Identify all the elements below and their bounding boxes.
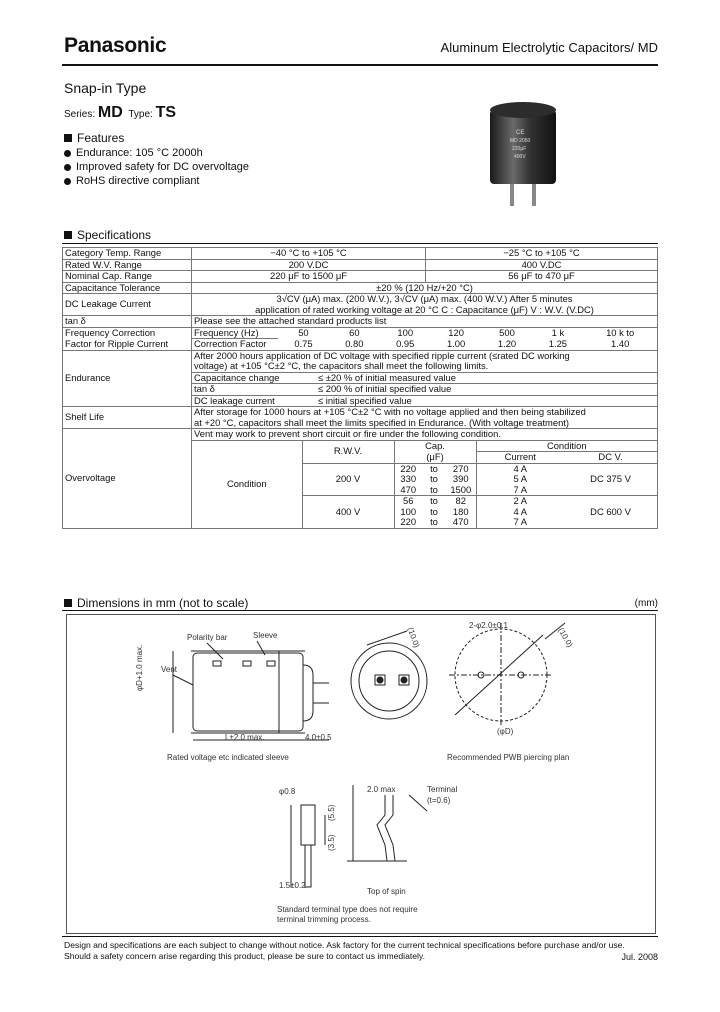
overvoltage-table: Condition R.W.V. Cap. Condition (μF) Current DC V. 200 V 220 to 270 4 A DC 375 V 330 to 390 5 A 470 to 1500 7 A 400 V 56 to 82 2 A DC 600 V 100 to 180 4 A 220 to 470 7 A <box>192 441 657 528</box>
table-row <box>63 282 658 294</box>
photo-marking: MD 2050 <box>510 138 531 144</box>
header-rule <box>62 64 658 66</box>
cell: 220 μF to 1500 μF <box>192 271 426 283</box>
dimensions-drawing-box <box>66 614 656 934</box>
series-value: MD <box>97 104 123 121</box>
ripple-table <box>192 328 657 350</box>
ripple-frequency: 50 <box>298 326 309 338</box>
bullet-dot-icon <box>64 178 71 185</box>
terminal-label: Terminal <box>427 785 458 794</box>
terminal-note: Standard terminal type does not require <box>277 905 418 914</box>
photo-marking: 220μF <box>512 146 527 152</box>
ripple-factor: 1.00 <box>446 337 466 349</box>
rwv-value: 400 V <box>302 496 394 528</box>
terminal-thickness-label: (t=0.6) <box>427 796 451 805</box>
rwv-value: 200 V <box>302 463 394 496</box>
ripple-frequency: 500 <box>499 326 515 338</box>
polarity-bar-label: Polarity bar <box>187 633 228 642</box>
feature-item: Improved safety for DC overvoltage <box>64 160 249 174</box>
brand-logo: Panasonic <box>64 34 167 57</box>
factor-label: Correction Factor <box>194 338 267 349</box>
term-h-label: (3.5) <box>327 834 336 851</box>
bullet-square-icon <box>64 134 72 142</box>
table-row <box>63 248 658 260</box>
document-title: Aluminum Electrolytic Capacitors/ MD <box>440 40 658 55</box>
holes-label: 2-φ2.0±0.1 <box>469 621 508 630</box>
capacitor-photo <box>488 100 558 210</box>
type-value: TS <box>155 104 177 121</box>
specifications-rule <box>62 243 658 244</box>
term-w-label: 1.5±0.2 <box>279 881 306 890</box>
cell <box>192 327 658 350</box>
row-label: DC Leakage Current <box>63 294 192 316</box>
sleeve-label: Sleeve <box>253 631 278 640</box>
term-len-label: (5.5) <box>327 804 336 821</box>
dcv-value: DC 600 V <box>590 505 631 517</box>
terminal-dia-label: φ0.8 <box>279 787 296 796</box>
footer-rule <box>62 936 658 937</box>
right-caption: Recommended PWB piercing plan <box>447 753 570 762</box>
ripple-factor: 0.95 <box>396 337 415 349</box>
ripple-frequency: 60 <box>349 326 360 338</box>
cell: Please see the attached standard products list <box>192 316 658 328</box>
footer-date: Jul. 2008 <box>621 952 658 962</box>
cell: 56 μF to 470 μF <box>425 271 657 283</box>
cell: ±20 % (120 Hz/+20 °C) <box>192 282 658 294</box>
dimensions-heading: Dimensions in mm (not to scale) <box>64 596 248 610</box>
pitch-label: (10.0) <box>556 626 575 649</box>
col-dcv: DC V. <box>564 452 657 464</box>
bullet-square-icon <box>64 231 72 239</box>
product-type-line: Snap-in Type <box>64 80 147 96</box>
specifications-heading: Specifications <box>64 228 151 242</box>
col-current: Current <box>476 452 564 464</box>
ripple-factor: 1.25 <box>548 337 568 349</box>
photo-marking: CE <box>516 130 525 136</box>
condition-label: Condition <box>192 441 302 528</box>
type-label: Type: <box>128 109 153 120</box>
ripple-frequency: 1 k <box>551 326 565 338</box>
ripple-frequency: 10 k to <box>606 326 635 338</box>
features-heading: Features <box>64 131 124 145</box>
feature-item: Endurance: 105 °C 2000h <box>64 146 249 160</box>
left-caption: Rated voltage etc indicated sleeve <box>167 753 289 762</box>
row-label: tan δ <box>63 316 192 328</box>
ripple-factor: 0.80 <box>345 337 364 349</box>
bullet-dot-icon <box>64 164 71 171</box>
series-label: Series: <box>64 109 96 120</box>
row-label: Rated W.V. Range <box>63 259 192 271</box>
vent-label: Vent <box>161 665 178 674</box>
table-row <box>63 350 658 407</box>
term-max-label: 2.0 max <box>367 785 396 794</box>
ripple-frequency: 100 <box>397 326 414 338</box>
length-label: L±2.0 max. <box>225 733 265 742</box>
cell: After storage for 1000 hours at +105 °C±2 °C with no voltage applied and then being stabilized at +20 °C, capacitors shall meet the limits specified in Endurance. (With voltage treatment) <box>192 407 658 429</box>
series-type-line <box>64 104 176 122</box>
ripple-frequency: 120 <box>448 326 464 338</box>
table-row <box>63 407 658 429</box>
cell: 200 V.DC <box>192 259 426 271</box>
col-rwv: R.W.V. <box>302 441 394 464</box>
table-row <box>63 271 658 283</box>
bullet-square-icon <box>64 599 72 607</box>
photo-marking: 400V <box>514 154 526 160</box>
lead-length-label: 4.0±0.5 <box>305 733 332 742</box>
col-condition: Condition <box>476 441 657 452</box>
dimension-drawings <box>67 615 655 933</box>
freq-label: Frequency (Hz) <box>192 328 278 339</box>
feature-item: RoHS directive compliant <box>64 174 249 188</box>
phi-d-label: (φD) <box>497 727 514 736</box>
col-cap: Cap. <box>394 441 476 452</box>
dimensions-unit: (mm) <box>634 598 658 609</box>
table-row <box>63 316 658 328</box>
row-label: Nominal Cap. Range <box>63 271 192 283</box>
diameter-label: φD+1.0 max. <box>135 644 144 691</box>
ripple-factor: 1.40 <box>611 337 630 349</box>
row-label: Endurance <box>63 350 192 407</box>
cell: 400 V.DC <box>425 259 657 271</box>
cell: −40 °C to +105 °C <box>192 248 426 260</box>
row-label: Frequency Correction Factor for Ripple Current <box>63 327 192 350</box>
table-row <box>63 429 658 529</box>
table-row <box>63 259 658 271</box>
endurance-limits: Capacitance change ≤ ±20 % of initial measured value tan δ ≤ 200 % of initial specified value DC leakage current ≤ initial specified value <box>192 372 657 407</box>
terminal-note: terminal trimming process. <box>277 915 371 924</box>
row-label: Capacitance Tolerance <box>63 282 192 294</box>
top-of-spin-label: Top of spin <box>367 887 406 896</box>
cell: Vent may work to prevent short circuit or fire under the following condition. Condition R.W.V. Cap. Condition (μF) Current DC V. 200 V 220 to 270 4 A DC 375 V 330 to 390 5 A 470 to 1500 7 A 400 V 56 to 82 2 A DC 600 V 100 to 180 4 A 220 to 470 7 A <box>192 429 658 529</box>
pcb-diam-label: (10.0) <box>405 626 422 649</box>
cell: After 2000 hours application of DC voltage with specified ripple current (≤rated DC working voltage) at +105 °C±2 °C, the capacitors shall meet the following limits. Capacitance change ≤ ±20 % of initial measured value tan δ ≤ 200 % of initial specified value DC leakage current ≤ initial specified value <box>192 350 658 407</box>
dcv-value: DC 375 V <box>564 463 657 496</box>
ripple-factor: 0.75 <box>294 337 313 349</box>
table-row <box>63 294 658 316</box>
dimensions-rule <box>62 610 658 611</box>
specifications-table <box>62 247 658 529</box>
features-list <box>64 146 249 188</box>
footer-disclaimer: Design and specifications are each subject to change without notice. Ask factory for the current technical specifications before purchase and/or use. Should a safety concern arise regarding this product, please be sure to contact us immediately. <box>64 940 625 961</box>
ripple-factor: 1.20 <box>497 337 517 349</box>
row-label: Overvoltage <box>63 429 192 529</box>
row-label: Shelf Life <box>63 407 192 429</box>
row-label: Category Temp. Range <box>63 248 192 260</box>
table-row <box>63 327 658 350</box>
col-cap-unit: (μF) <box>394 452 476 464</box>
cell: −25 °C to +105 °C <box>425 248 657 260</box>
cell: 3√CV (μA) max. (200 W.V.), 3√CV (μA) max. (400 W.V.) After 5 minutes application of rated working voltage at 20 °C C : Capacitance (μF) V : W.V. (V.DC) <box>192 294 658 316</box>
bullet-dot-icon <box>64 150 71 157</box>
